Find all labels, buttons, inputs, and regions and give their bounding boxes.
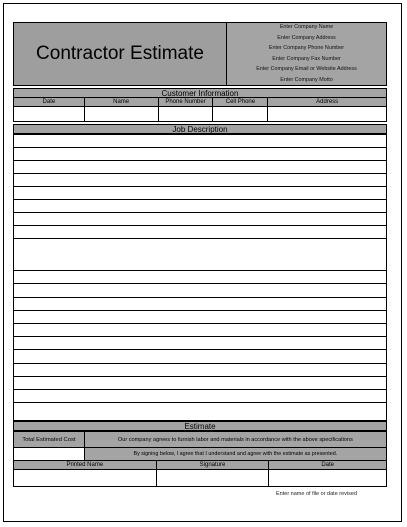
column-header-date-signed: Date (269, 461, 387, 470)
column-header-address: Address (268, 98, 387, 107)
file-name-note[interactable]: Enter name of file or date revised (276, 491, 358, 497)
job-description-heading: Job Description (13, 124, 387, 134)
company-phone[interactable]: Enter Company Phone Number (268, 45, 345, 52)
job-description-line (13, 134, 387, 135)
job-description-line (13, 186, 387, 187)
job-description-line (13, 173, 387, 174)
job-description-line (13, 336, 387, 337)
address-field[interactable] (268, 107, 387, 122)
column-header-phone: Phone Number (158, 98, 213, 107)
column-header-printed-name: Printed Name (14, 461, 157, 470)
customer-info-heading: Customer Information (13, 88, 387, 98)
date-signed-field[interactable] (269, 470, 387, 487)
date-field[interactable] (14, 107, 85, 122)
job-description-line (13, 199, 387, 200)
form-title: Contractor Estimate (36, 43, 204, 64)
company-motto[interactable]: Enter Company Motto (280, 76, 333, 83)
form-header (13, 22, 387, 86)
company-name[interactable]: Enter Company Name (279, 24, 334, 30)
cell-phone-field[interactable] (213, 107, 268, 122)
company-address[interactable]: Enter Company Address (277, 34, 336, 41)
job-description-line (13, 323, 387, 324)
column-header-cell-phone: Cell Phone (213, 98, 268, 107)
customer-info-table (13, 97, 387, 122)
total-estimated-cost-label: Total Estimated Cost (14, 432, 85, 448)
job-description-line (13, 310, 387, 311)
job-description-line (13, 376, 387, 377)
phone-field[interactable] (158, 107, 213, 122)
job-description-line (13, 212, 387, 213)
job-description-line (13, 363, 387, 364)
job-description-line (13, 283, 387, 284)
company-info[interactable] (227, 23, 386, 85)
job-description-line (13, 402, 387, 403)
column-header-name: Name (84, 98, 158, 107)
estimate-heading: Estimate (13, 421, 387, 431)
estimate-table (13, 431, 387, 461)
signature-table (13, 460, 387, 487)
job-description-line (13, 147, 387, 148)
agreement-text: Our company agrees to furnish labor and materials in accordance with the above specifications (84, 432, 386, 448)
signing-text: By signing below, I agree that I understand and agree with the estimate as presented. (84, 448, 386, 461)
job-description-line (13, 238, 387, 239)
column-header-date: Date (14, 98, 85, 107)
column-header-signature: Signature (156, 461, 269, 470)
printed-name-field[interactable] (14, 470, 157, 487)
job-area-right-border (386, 134, 387, 421)
job-description-line (13, 297, 387, 298)
job-description-line (13, 160, 387, 161)
job-description-line (13, 270, 387, 271)
company-fax[interactable]: Enter Company Fax Number (272, 55, 341, 62)
total-estimated-cost-field[interactable] (14, 448, 85, 461)
job-description-line (13, 349, 387, 350)
signature-field[interactable] (156, 470, 269, 487)
job-description-area[interactable] (13, 134, 387, 420)
job-description-line (13, 225, 387, 226)
name-field[interactable] (84, 107, 158, 122)
job-description-line (13, 389, 387, 390)
title-box (14, 23, 227, 85)
job-area-left-border (13, 134, 14, 421)
company-email-website[interactable]: Enter Company Email or Website Address (256, 66, 357, 73)
